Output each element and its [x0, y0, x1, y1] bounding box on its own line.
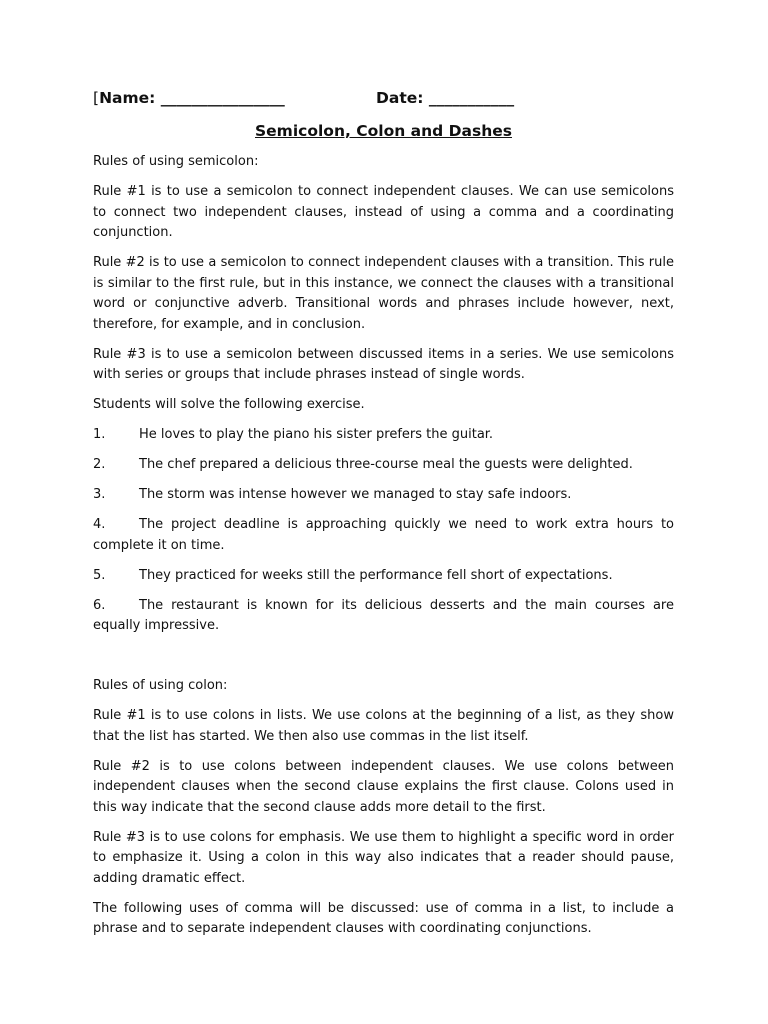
name-field [93, 88, 285, 109]
exercise-text: He loves to play the piano his sister prefers the guitar. [139, 427, 494, 442]
semicolon-rule-2: Rule #2 is to use a semicolon to connect independent clauses with a transition. This rule is similar to the first rule, but in this instance, we connect the clauses with a transitional word or conjunctive adverb. Transitional words and phrases include however, next, therefore, for example, and in conclusion. [93, 255, 674, 332]
worksheet-header [93, 84, 674, 112]
exercise-item-4 [93, 515, 674, 556]
semicolon-rule-1: Rule #1 is to use a semicolon to connect independent clauses. We can use semicolons to connect two independent clauses, instead of using a comma and a coordinating conjunction. [93, 184, 674, 240]
exercise-item-2 [93, 455, 674, 476]
colon-rule-1: Rule #1 is to use colons in lists. We use colons at the beginning of a list, as they show that the list has started. We then also use commas in the list itself. [93, 708, 674, 744]
semicolon-rule-3: Rule #3 is to use a semicolon between discussed items in a series. We use semicolons with series or groups that include phrases instead of single words. [93, 346, 674, 382]
exercise-number: 2. [93, 457, 106, 472]
colon-rules-heading: Rules of using colon: [93, 678, 228, 693]
semicolon-rules-heading: Rules of using semicolon: [93, 154, 259, 169]
name-label: Name: ________________ [99, 89, 285, 107]
exercise-item-3 [93, 485, 674, 506]
exercise-text: The chef prepared a delicious three-course meal the guests were delighted. [139, 457, 633, 472]
document-page [93, 84, 674, 949]
exercise-number: 3. [93, 487, 106, 502]
document-title: Semicolon, Colon and Dashes [255, 122, 512, 140]
exercise-number: 6. [93, 597, 106, 613]
exercise-item-6 [93, 596, 674, 637]
exercise-number: 4. [93, 517, 106, 532]
exercise-text: The restaurant is known for its delicious desserts and the main courses are equally impressive. [93, 597, 674, 633]
exercise-item-5 [93, 566, 674, 587]
exercise-text: The project deadline is approaching quickly we need to work extra hours to complete it on time. [93, 517, 674, 553]
exercise-item-1 [93, 425, 674, 446]
exercise-text: They practiced for weeks still the performance fell short of expectations. [139, 567, 613, 583]
date-field: Date: ___________ [376, 89, 515, 107]
comma-note: The following uses of comma will be discussed: use of comma in a list, to include a phrase and to separate independent clauses with coordinating conjunctions. [93, 900, 674, 936]
exercise-number: 5. [93, 567, 106, 583]
exercise-intro: Students will solve the following exercise. [93, 397, 365, 412]
colon-rule-3: Rule #3 is to use colons for emphasis. We use them to highlight a specific word in order to emphasize it. Using a colon in this way also indicates that a reader should pause, adding dramatic effect. [93, 829, 674, 886]
colon-rule-2: Rule #2 is to use colons between independent clauses. We use colons between independent clauses when the second clause explains the first clause. Colons used in this way indicate that the second clause adds more detail to the first. [93, 758, 674, 815]
exercise-number: 1. [93, 427, 106, 442]
exercise-text: The storm was intense however we managed to stay safe indoors. [139, 487, 572, 502]
header-bracket: [ [93, 89, 100, 107]
section-spacer [93, 646, 674, 676]
